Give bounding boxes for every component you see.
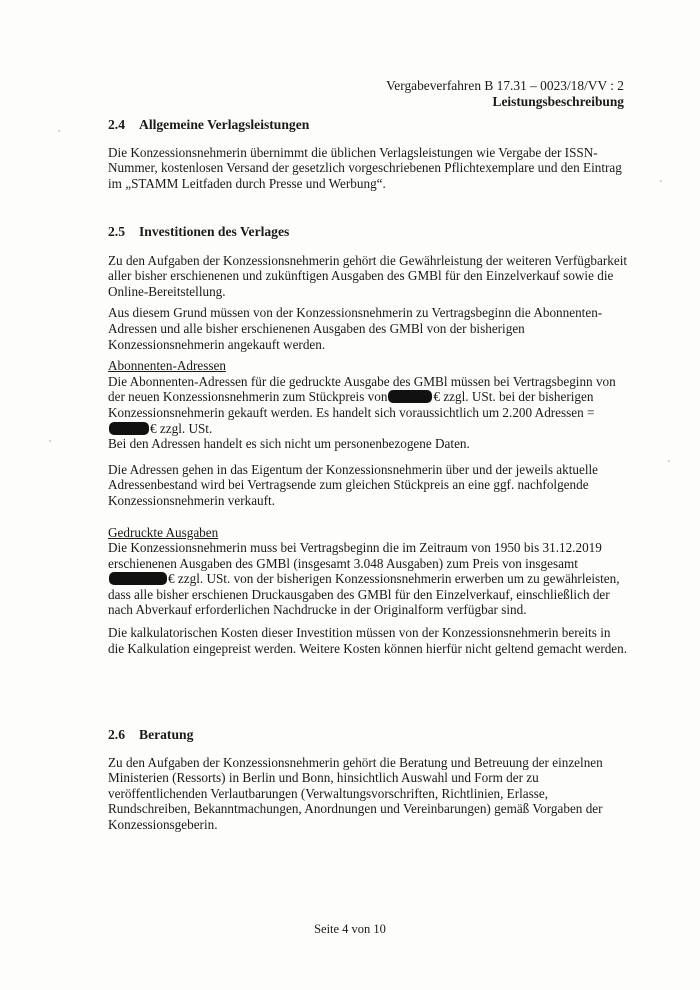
redaction-mark xyxy=(388,390,432,403)
paragraph: Die Adressen gehen in das Eigentum der Konzessionsnehmerin über und der jeweils aktuelle Adressenbestand wird bei Vertragsende zum gleichen Stückpreis an eine ggf. nachfolgende Konzessionsnehmerin verkauft. xyxy=(108,461,598,508)
section-2-6 xyxy=(108,727,628,833)
page-number: Seite 4 von 10 xyxy=(314,922,386,936)
paragraph: Die Konzessionsnehmerin übernimmt die üblichen Verlagsleistungen wie Vergabe der ISSN-Nummer, kostenlosen Versand der gesetzlich vorgeschriebenen Pflichtexemplare und den Eintrag im „STAMM Leitfaden durch Presse und Werbung“. xyxy=(108,144,622,191)
text-span: Die Abonnenten-Adressen für die gedruckte Ausgabe des GMBl müssen bei Vertragsbeginn von der neuen Konzessionsnehmerin zum Stückpreis von xyxy=(108,373,616,405)
scan-speck xyxy=(660,180,662,182)
section-number: 2.5 xyxy=(108,224,125,239)
redaction-mark xyxy=(109,572,167,585)
text-span: € zzgl. USt. bei der bisherigen Konzessionsnehmerin gekauft werden. Es handelt sich voraussichtlich um 2.200 Adressen = xyxy=(108,389,595,420)
section-title: Investitionen des Verlages xyxy=(139,224,290,239)
paragraph: Zu den Aufgaben der Konzessionsnehmerin gehört die Gewährleistung der weiteren Verfügbarkeit aller bisher erschienenen und zukünftigen Ausgaben des GMBl für den Einzelverkauf sowie die Online-Bereitstellung. xyxy=(108,252,628,299)
text-span: € zzgl. USt. xyxy=(150,420,213,436)
section-title: Beratung xyxy=(139,727,194,742)
paragraph-gedruckte-ausgaben xyxy=(108,540,628,618)
paragraph-abonnenten xyxy=(108,374,628,452)
section-title: Allgemeine Verlagsleistungen xyxy=(139,117,310,132)
section-2-4 xyxy=(108,117,628,191)
subheading-gedruckte-ausgaben: Gedruckte Ausgaben xyxy=(108,524,219,540)
paragraph: Die kalkulatorischen Kosten dieser Investition müssen von der Konzessionsnehmerin bereits in die Kalkulation eingepreist werden. Weitere Kosten können hierfür nicht geltend gemacht werden. xyxy=(108,625,628,656)
section-heading xyxy=(108,117,628,133)
subheading-abonnenten: Abonnenten-Adressen xyxy=(108,358,226,374)
section-number: 2.4 xyxy=(108,117,125,132)
section-2-5 xyxy=(108,224,628,656)
section-heading xyxy=(108,727,628,743)
text-span: Bei den Adressen handelt es sich nicht um personenbezogene Daten. xyxy=(108,436,470,452)
paragraph: Zu den Aufgaben der Konzessionsnehmerin gehört die Beratung und Betreuung der einzelnen Ministerien (Ressorts) in Berlin und Bonn, hinsichtlich Auswahl und Form der zu veröffentlichenden Verlautbarungen (Verwaltungsvorschriften, Richtlinien, Erlasse, Rundschreiben, Bekanntmachungen, Anordnungen und Vereinbarungen) gemäß Vorgaben der Konzessionsgeberin. xyxy=(108,754,603,832)
scan-speck xyxy=(49,440,51,442)
text-span: € zzgl. USt. von der bisherigen Konzessionsnehmerin erwerben um zu gewährleisten, dass alle bisher erschienen Druckausgaben des GMBl für den Einzelverkauf, einschließlich der nach Abverkauf erforderlichen Nachdrucke in der Originalform verfügbar sind. xyxy=(108,571,620,618)
scan-speck xyxy=(58,130,60,132)
header-subtitle: Leistungsbeschreibung xyxy=(492,94,624,109)
header-reference: Vergabeverfahren B 17.31 – 0023/18/VV : 2 xyxy=(386,78,624,93)
paragraph: Aus diesem Grund müssen von der Konzessionsnehmerin zu Vertragsbeginn die Abonnenten-Adressen und alle bisher erschienenen Ausgaben des GMBl von der bisherigen Konzessionsnehmerin angekauft werden. xyxy=(108,305,603,352)
section-number: 2.6 xyxy=(108,727,125,742)
section-heading xyxy=(108,224,628,240)
redaction-mark xyxy=(109,422,149,435)
scan-speck xyxy=(668,460,670,462)
text-span: Die Konzessionsnehmerin muss bei Vertragsbeginn die im Zeitraum von 1950 bis 31.12.2019 erschienenen Ausgaben des GMBl (insgesamt 3.048 Ausgaben) zum Preis von insgesamt xyxy=(108,540,602,571)
